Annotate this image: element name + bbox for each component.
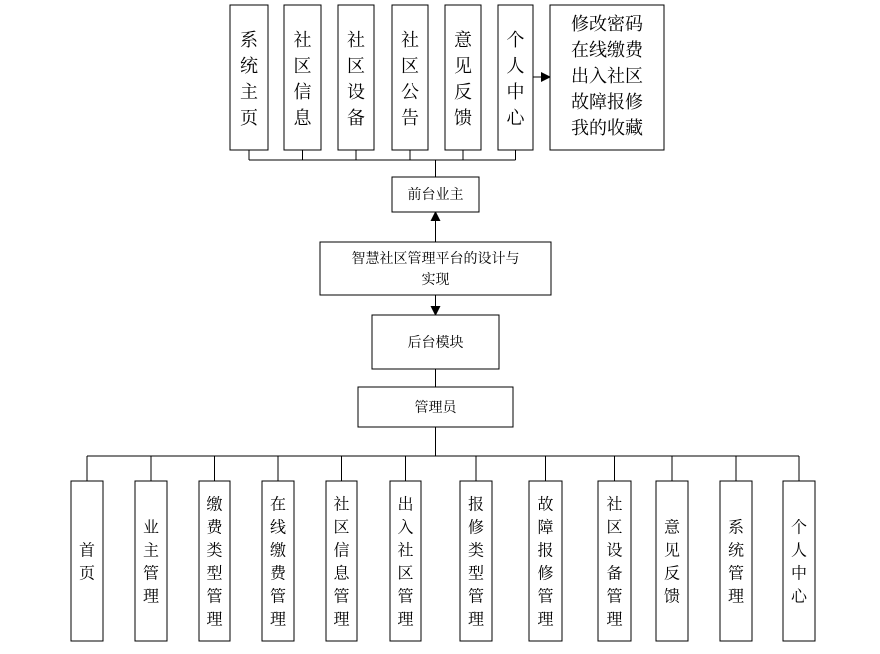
frontend-module-home xyxy=(230,5,268,150)
backend-module-label: 缴费类型管理 xyxy=(206,494,223,629)
frontend-module-label: 系统主页 xyxy=(240,30,258,129)
frontend-module-equipment xyxy=(338,5,374,150)
backend-module-label: 出入社区管理 xyxy=(397,494,414,629)
backend-module-label: 首页 xyxy=(78,540,96,583)
backend-module-b-feetype xyxy=(199,481,230,641)
backend-module-group xyxy=(71,481,815,641)
platform-title-line-1: 智慧社区管理平台的设计与 xyxy=(351,251,520,267)
backend-module-label: 在线缴费管理 xyxy=(269,494,287,629)
submenu-item: 我的收藏 xyxy=(571,118,643,139)
frontend-module-label: 社区信息 xyxy=(293,30,312,129)
frontend-module-label: 社区设备 xyxy=(347,30,365,129)
backend-module-b-owner xyxy=(135,481,167,641)
submenu-item: 出入社区 xyxy=(571,66,643,87)
frontend-module-notice xyxy=(392,5,428,150)
backend-module-node xyxy=(372,315,499,369)
backend-module-label: 意见反馈 xyxy=(663,517,681,606)
admin-label: 管理员 xyxy=(414,400,457,416)
backend-module-label: 社区信息管理 xyxy=(333,494,350,629)
backend-module-b-repairtype xyxy=(460,481,492,641)
frontend-module-info xyxy=(284,5,321,150)
backend-module-label: 社区设备管理 xyxy=(606,494,623,629)
frontend-module-label: 个人中心 xyxy=(506,30,525,129)
frontend-module-label: 意见反馈 xyxy=(454,30,472,129)
frontend-module-feedback xyxy=(445,5,481,150)
backend-module-label: 个人中心 xyxy=(790,517,808,606)
backend-module-label: 报修类型管理 xyxy=(467,494,485,629)
backend-module-b-home xyxy=(71,481,103,641)
backend-module-b-system xyxy=(720,481,752,641)
platform-title-line-2: 实现 xyxy=(421,272,450,288)
backend-module-b-personal xyxy=(783,481,815,641)
admin-node xyxy=(358,387,513,427)
backend-module-label: 故障报修管理 xyxy=(537,494,554,629)
backend-module-b-fault xyxy=(529,481,562,641)
backend-module-label: 后台模块 xyxy=(407,335,464,351)
backend-module-b-info xyxy=(326,481,357,641)
submenu-item: 故障报修 xyxy=(571,92,643,113)
frontend-owner-node xyxy=(392,177,479,212)
platform-root-node xyxy=(320,242,551,295)
frontend-owner-label: 前台业主 xyxy=(407,187,464,203)
frontend-module-personal xyxy=(498,5,533,150)
backend-module-b-feedback xyxy=(656,481,688,641)
frontend-module-group xyxy=(230,5,533,150)
backend-module-label: 业主管理 xyxy=(142,517,160,606)
submenu-item: 修改密码 xyxy=(571,14,643,35)
backend-module-b-payment xyxy=(262,481,294,641)
personal-center-submenu xyxy=(550,5,664,150)
backend-module-b-equipment xyxy=(598,481,631,641)
backend-module-label: 系统管理 xyxy=(727,517,745,606)
frontend-module-label: 社区公告 xyxy=(401,30,419,129)
backend-module-b-access xyxy=(390,481,421,641)
submenu-item: 在线缴费 xyxy=(571,40,643,61)
